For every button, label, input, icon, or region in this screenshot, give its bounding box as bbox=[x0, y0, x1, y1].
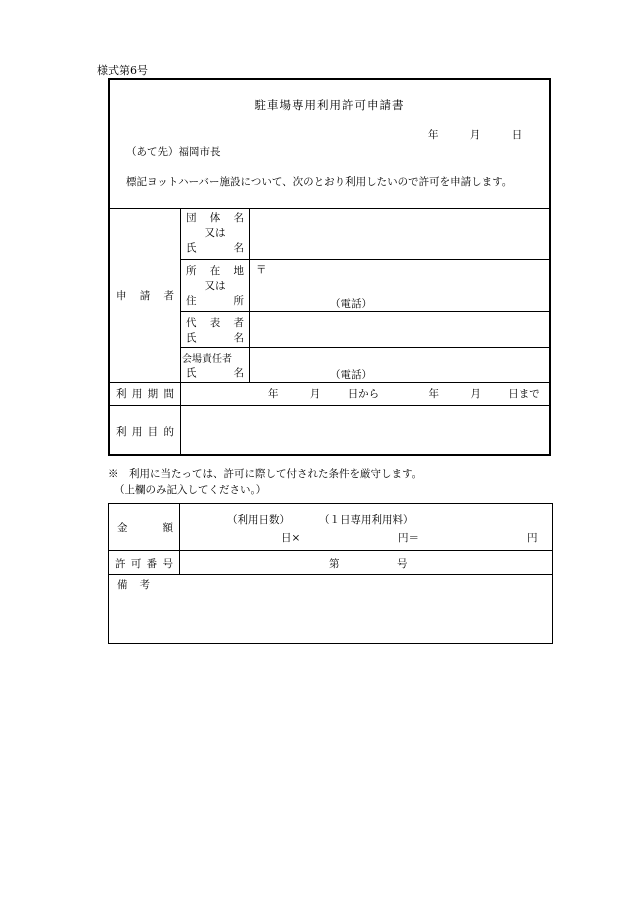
venue-manager-label: 会場責任者 氏 名 bbox=[182, 354, 244, 379]
notes bbox=[108, 466, 548, 498]
applicant-label: 申 請 者 bbox=[116, 290, 174, 302]
date-day: 日 bbox=[511, 129, 523, 141]
application-statement: 標記ヨットハーバー施設について、次のとおり利用したいので許可を申請します。 bbox=[126, 176, 513, 188]
org-name-field[interactable] bbox=[250, 209, 551, 258]
fee-rate-header: （１日専用利用料） bbox=[319, 514, 414, 526]
end-month: 月 bbox=[470, 388, 481, 400]
form-title: 駐車場専用利用許可申請書 bbox=[254, 98, 405, 112]
venue-manager-phone-label: （電話） bbox=[330, 369, 372, 381]
addressee: （あて先）福岡市長 bbox=[126, 146, 221, 158]
permit-number-suffix: 号 bbox=[397, 558, 408, 570]
address-phone-label: （電話） bbox=[330, 298, 372, 310]
start-year: 年 bbox=[268, 388, 279, 400]
application-form bbox=[108, 78, 551, 456]
usage-period-values[interactable] bbox=[268, 386, 540, 401]
fee-days-header: （利用日数） bbox=[227, 514, 290, 526]
office-use-table bbox=[108, 503, 553, 644]
representative-label: 代 表 者 氏 名 bbox=[186, 317, 244, 344]
remarks-field[interactable] bbox=[111, 594, 549, 642]
note-line-2: （上欄のみ記入してください。） bbox=[114, 484, 267, 496]
representative-field[interactable] bbox=[250, 312, 551, 346]
start-day: 日から bbox=[347, 388, 380, 400]
postal-mark: 〒 bbox=[256, 264, 267, 276]
end-year: 年 bbox=[428, 388, 440, 400]
date-month: 月 bbox=[469, 129, 481, 141]
org-name-label: 団 体 名 又は 氏 名 bbox=[186, 212, 244, 254]
note-line-1: ※ 利用に当たっては、許可に際して付された条件を厳守します。 bbox=[108, 468, 423, 480]
permit-number-label: 許 可 番 号 bbox=[115, 558, 173, 570]
usage-purpose-label: 利 用 目 的 bbox=[116, 426, 174, 438]
venue-manager-field[interactable] bbox=[250, 348, 551, 381]
end-day: 日まで bbox=[508, 388, 540, 400]
address-label: 所 在 地 又は 住 所 bbox=[186, 265, 244, 307]
remarks-label: 備 考 bbox=[117, 579, 150, 591]
usage-period-label: 利 用 期 間 bbox=[116, 388, 174, 400]
fee-total-unit: 円 bbox=[527, 532, 538, 544]
address-field[interactable] bbox=[270, 260, 551, 294]
fee-days-unit: 日× bbox=[281, 532, 301, 544]
permit-number-prefix: 第 bbox=[329, 558, 340, 570]
start-month: 月 bbox=[309, 388, 321, 400]
usage-purpose-field[interactable] bbox=[182, 407, 550, 454]
application-date bbox=[428, 127, 522, 142]
date-year: 年 bbox=[428, 129, 439, 141]
fee-rate-unit: 円＝ bbox=[398, 532, 419, 544]
form-number: 様式第6号 bbox=[97, 64, 148, 77]
fee-label: 金 額 bbox=[117, 522, 173, 534]
